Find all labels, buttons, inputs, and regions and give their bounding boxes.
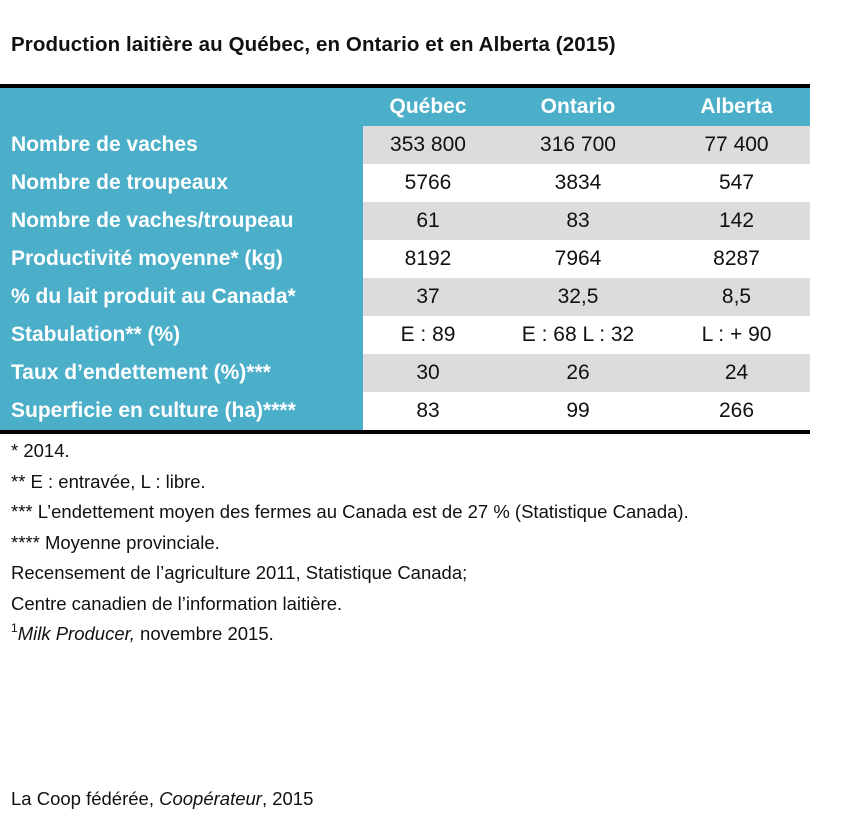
table-row	[0, 202, 810, 240]
source-suffix: , 2015	[261, 788, 314, 809]
table-row	[0, 392, 810, 430]
footnote	[11, 619, 689, 650]
table-row	[0, 240, 810, 278]
publication-date: novembre 2015.	[134, 623, 274, 644]
cell-quebec: 8192	[363, 240, 493, 278]
cell-quebec: 61	[363, 202, 493, 240]
row-label: Stabulation** (%)	[0, 316, 363, 354]
cell-alberta: 547	[663, 164, 810, 202]
data-table	[0, 84, 810, 434]
cell-quebec: E : 89	[363, 316, 493, 354]
cell-quebec: 37	[363, 278, 493, 316]
row-label: Taux d’endettement (%)***	[0, 354, 363, 392]
footnote: * 2014.	[11, 440, 70, 461]
table-row	[0, 316, 810, 354]
row-label: Nombre de troupeaux	[0, 164, 363, 202]
cell-ontario: 7964	[493, 240, 663, 278]
publication-name: Milk Producer,	[17, 623, 135, 644]
row-label: Nombre de vaches/troupeau	[0, 202, 363, 240]
cell-alberta: 24	[663, 354, 810, 392]
cell-alberta: 266	[663, 392, 810, 430]
header-corner	[0, 88, 363, 126]
cell-ontario: 99	[493, 392, 663, 430]
row-label: Superficie en culture (ha)****	[0, 392, 363, 430]
footnotes	[11, 436, 689, 650]
cell-quebec: 353 800	[363, 126, 493, 164]
footnote: **** Moyenne provinciale.	[11, 531, 220, 553]
cell-quebec: 30	[363, 354, 493, 392]
table-row	[0, 164, 810, 202]
table-row	[0, 126, 810, 164]
source-credit	[11, 788, 313, 810]
cell-alberta: L : + 90	[663, 316, 810, 354]
cell-ontario: E : 68 L : 32	[493, 316, 663, 354]
source-prefix: La Coop fédérée,	[11, 788, 160, 809]
source-publication: Coopérateur	[159, 788, 262, 809]
cell-ontario: 83	[493, 202, 663, 240]
column-header-ontario: Ontario	[493, 88, 663, 126]
footnote: *** L’endettement moyen des fermes au Canada est de 27 % (Statistique Canada).	[11, 501, 689, 522]
cell-alberta: 8287	[663, 240, 810, 278]
cell-alberta: 142	[663, 202, 810, 240]
row-label: Nombre de vaches	[0, 126, 363, 164]
cell-ontario: 32,5	[493, 278, 663, 316]
row-label: % du lait produit au Canada*	[0, 278, 363, 316]
column-header-quebec: Québec	[363, 88, 493, 126]
cell-ontario: 26	[493, 354, 663, 392]
cell-ontario: 3834	[493, 164, 663, 202]
cell-quebec: 83	[363, 392, 493, 430]
footnote: ** E : entravée, L : libre.	[11, 470, 206, 492]
cell-alberta: 8,5	[663, 278, 810, 316]
cell-quebec: 5766	[363, 164, 493, 202]
page-title: Production laitière au Québec, en Ontario et en Alberta (2015)	[11, 33, 616, 56]
column-header-alberta: Alberta	[663, 88, 810, 126]
superscript-marker: 1	[11, 621, 18, 635]
footnote: Centre canadien de l’information laitière.	[11, 592, 343, 614]
footnote: Recensement de l’agriculture 2011, Statistique Canada;	[11, 562, 468, 583]
cell-alberta: 77 400	[663, 126, 810, 164]
cell-ontario: 316 700	[493, 126, 663, 164]
row-label: Productivité moyenne* (kg)	[0, 240, 363, 278]
table-row	[0, 354, 810, 392]
table-header-row	[0, 88, 810, 126]
table-row	[0, 278, 810, 316]
